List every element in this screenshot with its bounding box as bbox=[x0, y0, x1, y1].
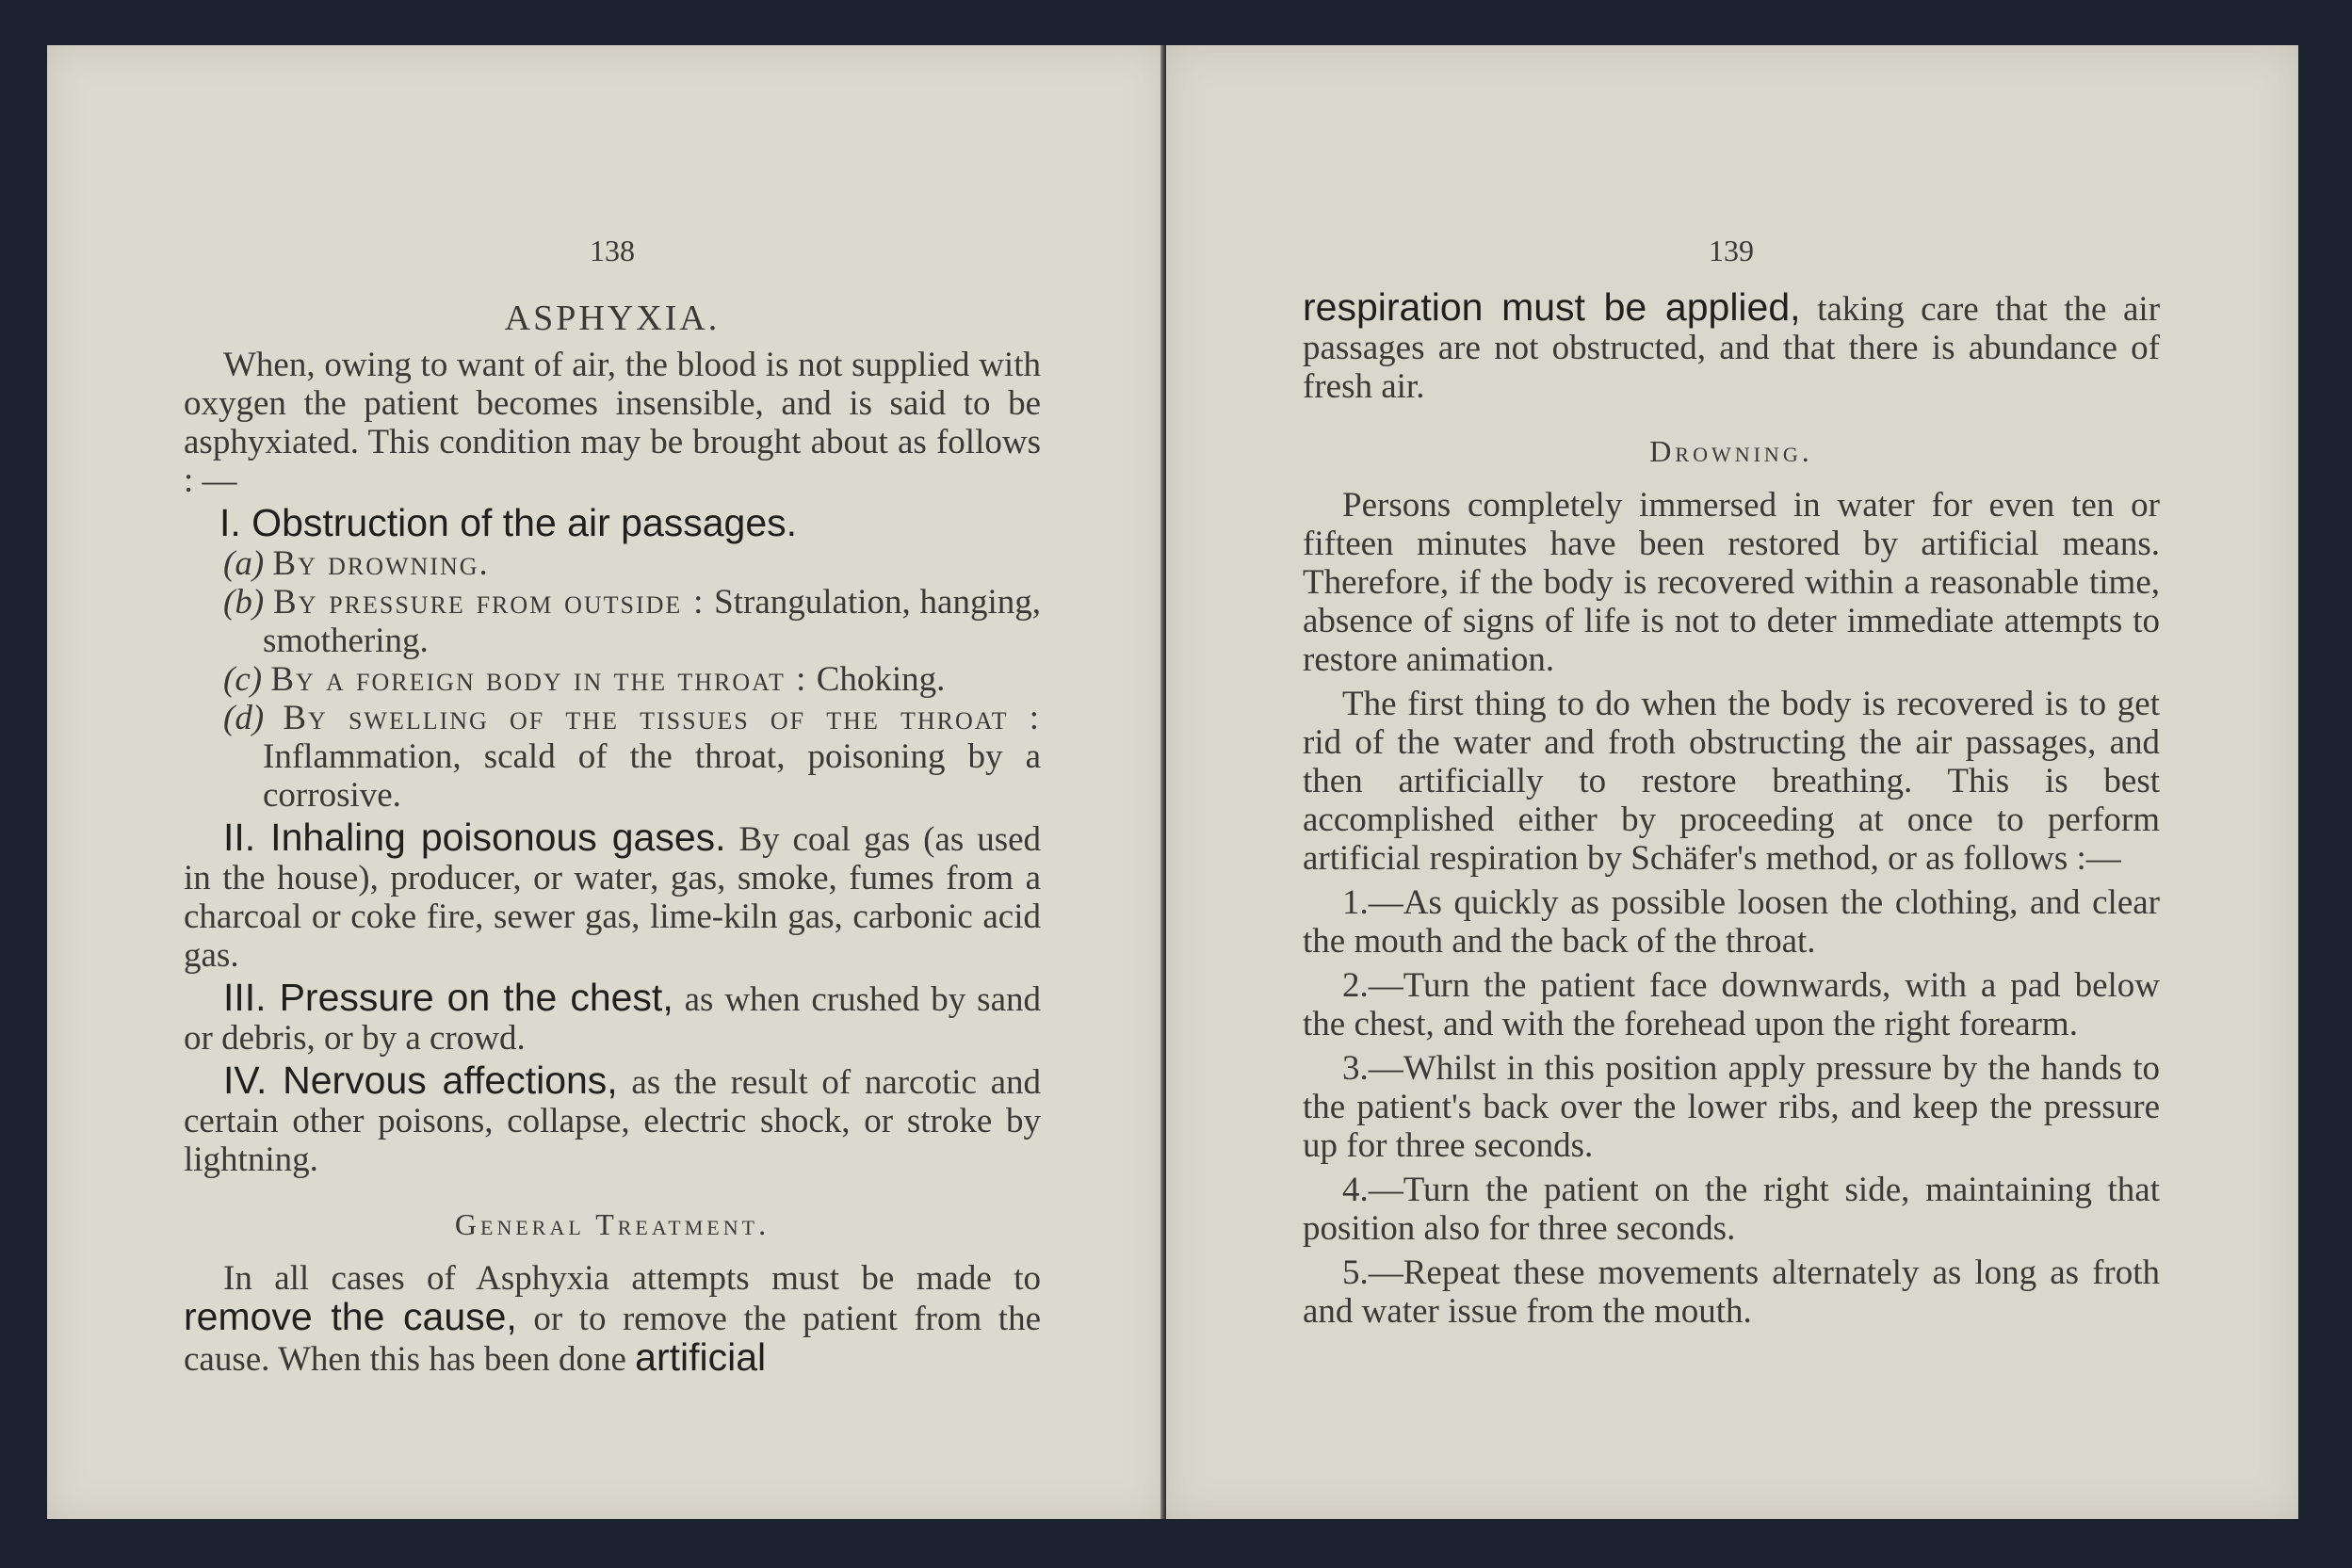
item-a: (a) By drowning. bbox=[223, 544, 490, 583]
general-treatment-paragraph: In all cases of Asphyxia attempts must be made to remove the cause, or to remove the patient from the cause. When this has been done artificial bbox=[184, 1259, 1041, 1379]
page-number-left: 138 bbox=[590, 234, 635, 267]
intro-paragraph: When, owing to want of air, the blood is not supplied with oxygen the patient becomes insensible, and is said to be asphyxiated. This condition may be brought about as follows : — bbox=[184, 346, 1041, 500]
drowning-heading: Drowning. bbox=[1649, 434, 1813, 468]
step-3: 3.—Whilst in this position apply pressure by the hands to the patient's back over the lower ribs, and keep the pressure up for three seconds. bbox=[1303, 1049, 2160, 1165]
page-title: ASPHYXIA. bbox=[504, 299, 721, 338]
step-4: 4.—Turn the patient on the right side, maintaining that position also for three seconds. bbox=[1303, 1171, 2160, 1248]
item-b: (b) By pressure from outside : Strangulation, hanging, smothering. bbox=[223, 583, 1042, 660]
section-1-heading: I. Obstruction of the air passages. bbox=[219, 501, 798, 544]
left-text-block bbox=[184, 299, 1041, 1379]
step-1: 1.—As quickly as possible loosen the clothing, and clear the mouth and the back of the throat. bbox=[1303, 883, 2160, 961]
step-2: 2.—Turn the patient face downwards, with a pad below the chest, and with the forehead upon the right forearm. bbox=[1303, 966, 2160, 1043]
section-2: II. Inhaling poisonous gases. By coal gas (as used in the house), producer, or water, gas, smoke, fumes from a charcoal or coke fire, sewer gas, lime-kiln gas, carbonic acid gas. bbox=[184, 816, 1042, 975]
item-d: (d) By swelling of the tissues of the throat : Inflammation, scald of the throat, poisoning by a corrosive. bbox=[223, 699, 1042, 815]
right-page bbox=[1166, 45, 2298, 1519]
drowning-paragraph-2: The first thing to do when the body is recovered is to get rid of the water and froth obstructing the air passages, and then artificially to restore breathing. This is best accomplished either by proceeding at once to perform artificial respiration by Schäfer's method, or as follows :— bbox=[1303, 685, 2160, 878]
general-treatment-heading: General Treatment. bbox=[454, 1207, 770, 1241]
left-page bbox=[47, 45, 1164, 1519]
continued-paragraph: respiration must be applied, taking care that the air passages are not obstructed, and that there is abundance of fresh air. bbox=[1303, 285, 2161, 406]
right-text-block bbox=[1303, 285, 2161, 1331]
drowning-paragraph-1: Persons completely immersed in water for even ten or fifteen minutes have been restored by artificial means. Therefore, if the body is recovered within a reasonable time, absence of signs of life is not to deter immediate attempts to restore animation. bbox=[1303, 486, 2160, 679]
section-3: III. Pressure on the chest, as when crushed by sand or debris, or by a crowd. bbox=[184, 976, 1041, 1058]
page-number-right: 139 bbox=[1709, 234, 1754, 267]
section-4: IV. Nervous affections, as the result of narcotic and certain other poisons, collapse, electric shock, or stroke by lightning. bbox=[184, 1059, 1041, 1179]
step-5: 5.—Repeat these movements alternately as long as froth and water issue from the mouth. bbox=[1303, 1253, 2160, 1331]
item-c: (c) By a foreign body in the throat : Choking. bbox=[223, 660, 946, 699]
